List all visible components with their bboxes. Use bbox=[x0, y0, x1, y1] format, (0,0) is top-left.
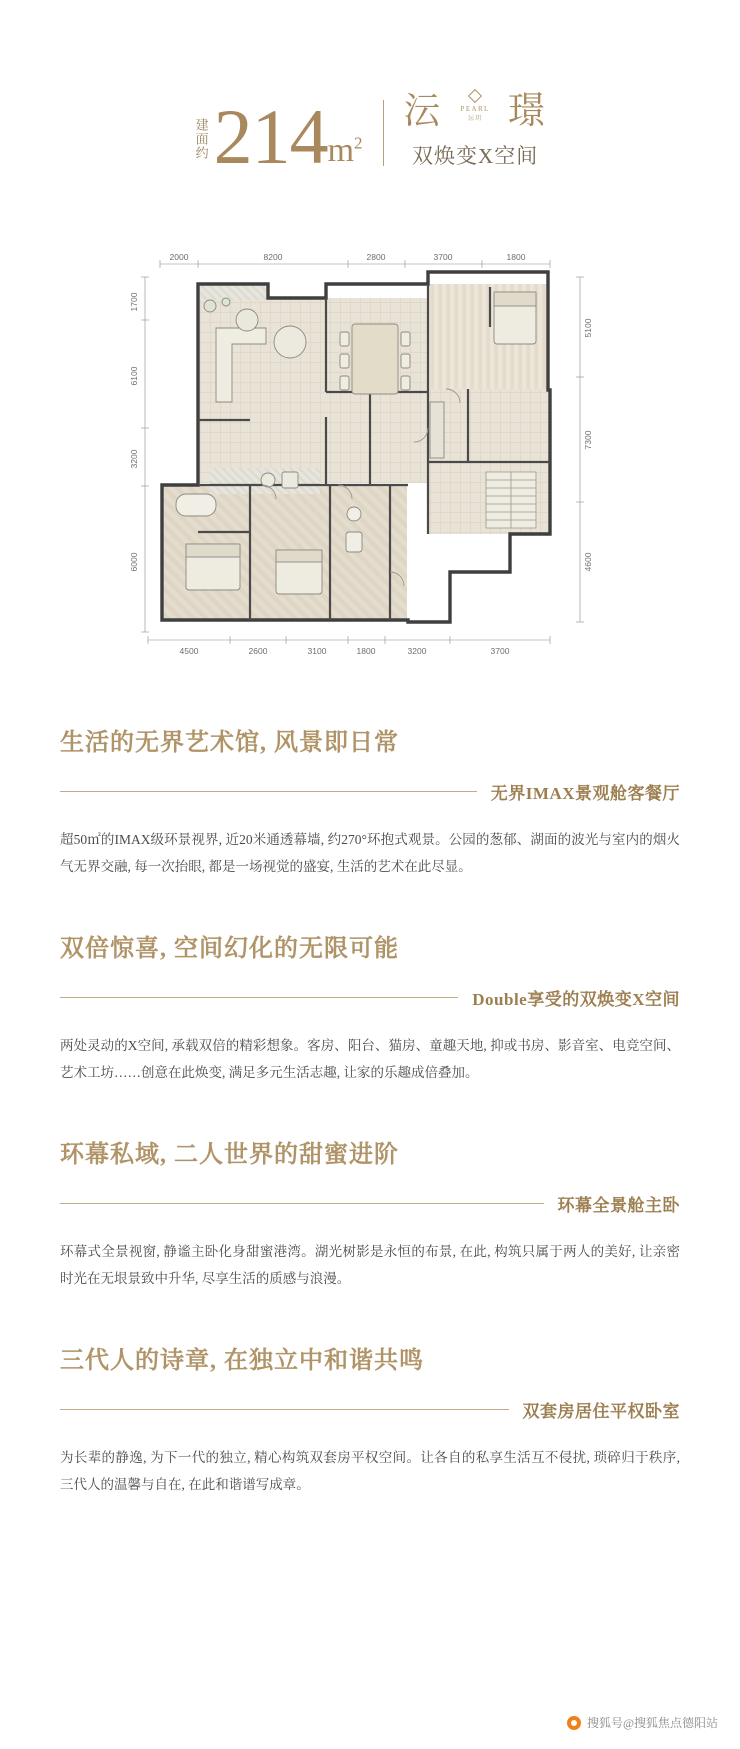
section-2 bbox=[60, 928, 680, 1086]
section-tagline: 无界IMAX景观舱客餐厅 bbox=[490, 784, 680, 803]
header-subtitle: 双焕变X空间 bbox=[412, 144, 539, 168]
sohu-logo-icon bbox=[567, 1716, 581, 1730]
section-tagline: 环幕全景舱主卧 bbox=[557, 1196, 680, 1215]
tagline-rule bbox=[60, 1203, 544, 1204]
title-main bbox=[404, 80, 547, 134]
svg-text:3200: 3200 bbox=[407, 646, 427, 656]
section-body: 为长辈的静逸, 为下一代的独立, 精心构筑双套房平权空间。让各自的私享生活互不侵扰, 琐碎归于秩序, 三代人的温馨与自在, 在此和谐谱写成章。 bbox=[60, 1450, 680, 1492]
area-unit-text: m bbox=[327, 132, 355, 169]
svg-text:8200: 8200 bbox=[263, 252, 283, 262]
logo-cn-text: 沄玥 bbox=[468, 115, 483, 122]
svg-text:6100: 6100 bbox=[129, 366, 139, 386]
svg-text:3700: 3700 bbox=[490, 646, 510, 656]
diamond-icon bbox=[462, 89, 488, 103]
header-inner bbox=[193, 80, 547, 180]
section-heading: 三代人的诗章, 在独立中和谐共鸣 bbox=[60, 1348, 424, 1374]
svg-text:3100: 3100 bbox=[307, 646, 327, 656]
area-unit-sup: 2 bbox=[354, 133, 363, 153]
section-tagline-row bbox=[60, 985, 680, 1010]
svg-text:4600: 4600 bbox=[583, 552, 593, 572]
section-tagline: Double享受的双焕变X空间 bbox=[472, 990, 680, 1009]
tagline-rule bbox=[60, 791, 477, 792]
svg-text:2000: 2000 bbox=[169, 252, 189, 262]
footer-watermark bbox=[567, 1714, 718, 1731]
area-prefix-label: 建面约 bbox=[193, 118, 209, 160]
article-content bbox=[0, 662, 740, 1566]
section-1 bbox=[60, 722, 680, 880]
tagline-rule bbox=[60, 1409, 509, 1410]
section-body: 两处灵动的X空间, 承载双倍的精彩想象。客房、阳台、猫房、童趣天地, 抑或书房、影音室、电竞空间、艺术工坊……创意在此焕变, 满足多元生活志趣, 让家的乐趣成倍叠加。 bbox=[60, 1038, 680, 1080]
section-heading: 双倍惊喜, 空间幻化的无限可能 bbox=[60, 936, 399, 962]
floorplan-drawing bbox=[90, 232, 650, 662]
title-char-2: 璟 bbox=[507, 91, 547, 132]
svg-text:5100: 5100 bbox=[583, 318, 593, 338]
svg-text:1800: 1800 bbox=[356, 646, 376, 656]
section-3 bbox=[60, 1134, 680, 1292]
area-unit bbox=[328, 134, 363, 168]
logo-en-text: PEARL bbox=[460, 104, 490, 113]
brand-logo bbox=[461, 89, 490, 122]
page-header bbox=[0, 0, 740, 180]
footer-text: 搜狐号@搜狐焦点德阳站 bbox=[586, 1716, 718, 1730]
section-heading: 环幕私域, 二人世界的甜蜜进阶 bbox=[60, 1142, 399, 1168]
svg-text:2800: 2800 bbox=[366, 252, 386, 262]
svg-text:7300: 7300 bbox=[583, 430, 593, 450]
section-tagline-row bbox=[60, 779, 680, 804]
svg-text:1700: 1700 bbox=[129, 292, 139, 312]
section-4 bbox=[60, 1340, 680, 1498]
section-heading: 生活的无界艺术馆, 风景即日常 bbox=[60, 730, 399, 756]
section-body: 环幕式全景视窗, 静谧主卧化身甜蜜港湾。湖光树影是永恒的布景, 在此, 构筑只属于两人的美好, 让亲密时光在无垠景致中升华, 尽享生活的质感与浪漫。 bbox=[60, 1244, 680, 1286]
svg-text:2600: 2600 bbox=[248, 646, 268, 656]
title-block bbox=[404, 80, 547, 170]
section-tagline-row bbox=[60, 1397, 680, 1422]
svg-text:1800: 1800 bbox=[506, 252, 526, 262]
area-number: 214 bbox=[213, 92, 328, 180]
title-char-1: 沄 bbox=[403, 91, 443, 132]
svg-text:3700: 3700 bbox=[433, 252, 453, 262]
svg-text:4500: 4500 bbox=[179, 646, 199, 656]
section-tagline-row bbox=[60, 1191, 680, 1216]
section-body: 超50㎡的IMAX级环景视界, 近20米通透幕墙, 约270°环抱式观景。公园的葱郁、湖面的波光与室内的烟火气无界交融, 每一次抬眼, 都是一场视觉的盛宴, 生活的艺术在此尽显。 bbox=[60, 832, 680, 874]
floorplan bbox=[90, 232, 650, 662]
section-tagline: 双套房居住平权卧室 bbox=[522, 1402, 680, 1421]
tagline-rule bbox=[60, 997, 458, 998]
svg-text:3200: 3200 bbox=[129, 449, 139, 469]
svg-text:6000: 6000 bbox=[129, 552, 139, 572]
header-divider bbox=[383, 100, 384, 166]
